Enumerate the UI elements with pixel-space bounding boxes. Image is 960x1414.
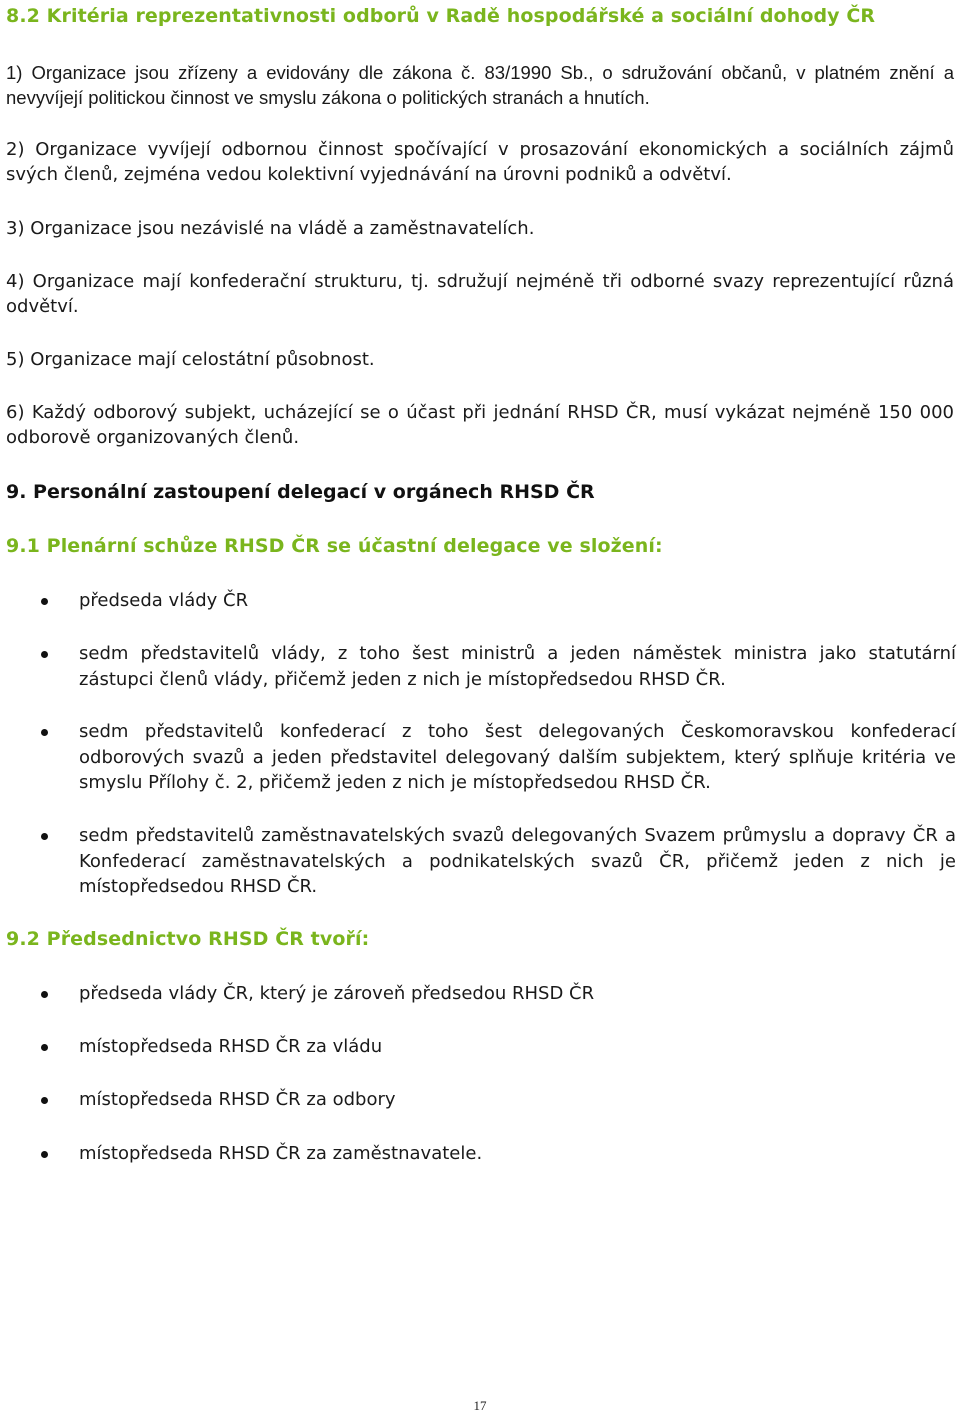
criterion-item-2: 2) Organizace vyvíjejí odbornou činnost spočívající v prosazování ekonomických a sociálních zájmů svých členů, zejména vedou kolektivní vyjednávání na úrovni podniků a odvětví. [6, 139, 954, 185]
list-item-text: místopředseda RHSD ČR za vládu [79, 1036, 383, 1057]
criterion-item-5: 5) Organizace mají celostátní působnost. [6, 349, 375, 370]
list-item-text: předseda vlády ČR, který je zároveň předsedou RHSD ČR [79, 983, 595, 1004]
criterion-item-4: 4) Organizace mají konfederační strukturu, tj. sdružují nejméně tři odborné svazy reprezentující různá odvětví. [6, 271, 954, 317]
section-heading-9: 9. Personální zastoupení delegací v orgánech RHSD ČR [6, 481, 595, 503]
list-item-text: sedm představitelů vlády, z toho šest ministrů a jeden náměstek ministra jako statutární zástupci členů vlády, přičemž jeden z nich je místopředsedou RHSD ČR. [79, 643, 956, 690]
bullet-icon [41, 651, 48, 658]
criterion-item-6: 6) Každý odborový subjekt, ucházející se o účast při jednání RHSD ČR, musí vykázat nejméně 150 000 odborově organizovaných členů. [6, 402, 954, 448]
bullet-icon [41, 1097, 48, 1104]
criterion-item-3: 3) Organizace jsou nezávislé na vládě a zaměstnavatelích. [6, 218, 535, 239]
bullet-icon [41, 1044, 48, 1051]
page-number: 17 [473, 1398, 487, 1413]
list-item-text: místopředseda RHSD ČR za odbory [79, 1089, 396, 1110]
list-item-text: sedm představitelů zaměstnavatelských svazů delegovaných Svazem průmyslu a dopravy ČR a Konfederací zaměstnavatelských a podnikatelských svazů ČR, přičemž jeden z nich je místopředsedou RHSD ČR. [79, 825, 956, 897]
bullet-icon [41, 991, 48, 998]
list-item-text: předseda vlády ČR [79, 590, 249, 611]
bullet-icon [41, 1151, 48, 1158]
section-heading-9-2: 9.2 Předsednictvo RHSD ČR tvoří: [6, 928, 370, 950]
bullet-icon [41, 833, 48, 840]
bullet-icon [41, 598, 48, 605]
criterion-item-1: 1) Organizace jsou zřízeny a evidovány dle zákona č. 83/1990 Sb., o sdružování občanů, v platném znění a nevyvíjejí politickou činnost ve smyslu zákona o politických stranách a hnutích. [6, 62, 954, 108]
section-heading-8-2: 8.2 Kritéria reprezentativnosti odborů v Radě hospodářské a sociální dohody ČR [6, 5, 876, 27]
list-item-text: sedm představitelů konfederací z toho šest delegovaných Českomoravskou konfederací odborových svazů a jeden představitel delegovaný dalším subjektem, který splňuje kritéria ve smyslu Přílohy č. 2, přičemž jeden z nich je místopředsedou RHSD ČR. [79, 721, 956, 793]
section-heading-9-1: 9.1 Plenární schůze RHSD ČR se účastní delegace ve složení: [6, 535, 663, 557]
list-item-text: místopředseda RHSD ČR za zaměstnavatele. [79, 1143, 483, 1164]
bullet-icon [41, 729, 48, 736]
